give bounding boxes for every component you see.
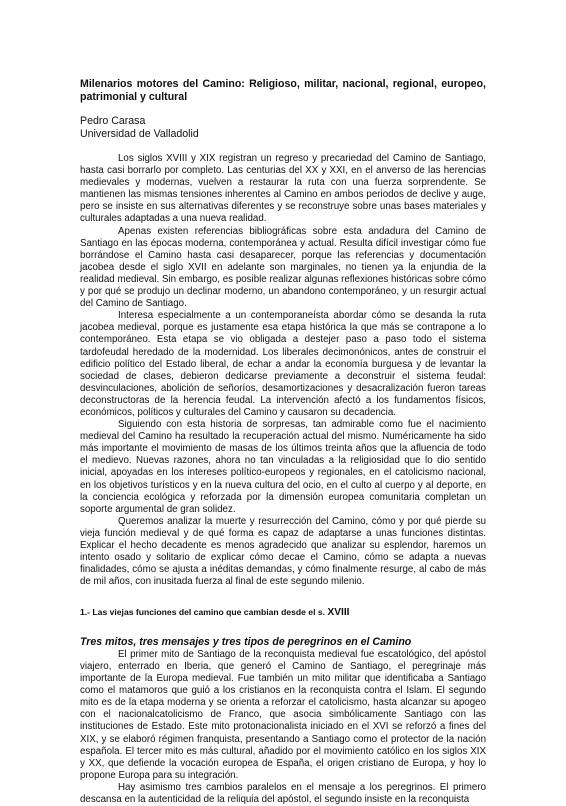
intro-paragraph-2: Apenas existen referencias bibliográficas sobre esta andadura del Camino de Santiago en las épocas moderna, contemporánea y actual. Resulta difícil investigar cómo fue borrándose el Camino hasta casi desaparecer, porque las referencias y documentación jacobea desde el siglo XVII en adelante son marginales, no tienen ya la enjundia de la realidad medieval. Sin embargo, es posible realizar algunas reflexiones históricas sobre cómo y por qué se produjo un declinar moderno, un abandono contemporáneo, y un resurgir actual del Camino de Santiago. — [80, 225, 486, 310]
subsection-heading: Tres mitos, tres mensajes y tres tipos de peregrinos en el Camino — [80, 636, 412, 649]
intro-paragraph-5: Queremos analizar la muerte y resurrección del Camino, cómo y por qué pierde su vieja función medieval y de qué forma es capaz de adaptarse a unas funciones distintas. Explicar el hecho decadente es menos agradecido que analizar su esplendor, haremos un intento osado y solitario de explicar cómo decae el Camino, cómo se adapta a nuevas finalidades, cómo se ajusta a inéditas demandas, y cómo finalmente resurge, al cabo de más de mil años, con inusitada fuerza al final de este segundo milenio. — [80, 515, 486, 588]
section-heading — [80, 606, 486, 619]
author-block — [80, 115, 486, 141]
section-heading-label: 1.- Las viejas funciones del camino que cambian desde el s. — [80, 607, 326, 618]
subsection-paragraph-2: Hay asimismo tres cambios paralelos en el mensaje a los peregrinos. El primero descansa en la autenticidad de la reliquia del apóstol, el segundo insiste en la reconquista — [80, 781, 486, 805]
section-heading-century: XVIII — [327, 607, 350, 619]
document-page — [80, 78, 486, 806]
author-affiliation: Universidad de Valladolid — [80, 128, 199, 140]
subsection-paragraph-1: El primer mito de Santiago de la reconquista medieval fue escatológico, del apóstol viajero, enterrado en Iberia, que generó el Camino de Santiago, el peregrinaje más importante de la Europa medieval. Fue también un mito militar que identificaba a Santiago como el matamoros que guió a los cristianos en la reconquista contra el Islam. El segundo mito es de la etapa moderna y se orienta a reforzar el catolicismo, hasta alcanzar su apogeo con el nacionalcatolicismo de Franco, que asocia simbólicamente Santiago con las instituciones de Estado. Este mito protonacionalista iniciado en el XVI se reforzó a fines del XIX, y se elaboró régimen franquista, presentando a Santiago como el protector de la nación española. El tercer mito es más cultural, añadido por el movimiento católico en los siglos XIX y XX, que defiende la vocación europea de España, el origen cristiano de Europa, y hoy lo propone Europa para su integración. — [80, 648, 486, 781]
intro-paragraph-3: Interesa especialmente a un contemporaneísta abordar cómo se desanda la ruta jacobea medieval, porque es justamente esa etapa histórica la que más se contrapone a lo contemporáneo. Esta etapa se vio obligada a destejer paso a paso todo el sistema tardofeudal heredado de la modernidad. Los liberales decimonónicos, antes de construir el edificio político del Estado liberal, de echar a andar la economía burguesa y de levantar la sociedad de clases, debieron dedicarse previamente a deconstruir el sistema feudal: desvinculaciones, abolición de señoríos, desamortizaciones y desacralización fueron tareas deconstructoras de la herencia feudal. La intervención afectó a los fundamentos físicos, económicos, políticos y culturales del Camino y causaron su decadencia. — [80, 310, 486, 418]
intro-section — [80, 153, 486, 588]
document-title: Milenarios motores del Camino: Religioso, militar, nacional, regional, europeo, patrimonial y cultural — [80, 78, 486, 103]
author-name: Pedro Carasa — [80, 115, 146, 127]
intro-paragraph-1: Los siglos XVIII y XIX registran un regreso y precariedad del Camino de Santiago, hasta casi borrarlo por completo. Las centurias del XX y XXI, en el anverso de las herencias medievales y modernas, vuelven a restaurar la ruta con una fuerza sorprendente. Se mantienen las mismas tensiones inherentes al Camino en ambos periodos de declive y auge, pero se insiste en sus alternativas diferentes y se reconstruye sobre unas bases materiales y culturales adaptadas a una nueva realidad. — [80, 153, 486, 225]
intro-paragraph-4: Siguiendo con esta historia de sorpresas, tan admirable como fue el nacimiento medieval del Camino ha resultado la recuperación actual del mismo. Numéricamente ha sido más importante el movimiento de masas de los últimos treinta años que la afluencia de todo el medievo. Nuevas razones, ahora no tan vinculadas a la religiosidad que lo dio sentido inicial, apoyadas en los intereses político-europeos y regionales, en el catolicismo nacional, en los objetivos turísticos y en la nueva cultura del ocio, en el culto al cuerpo y al deporte, en la conciencia ecológica y reforzada por la dimensión europea comunitaria completan un soporte argumental de gran solidez. — [80, 419, 486, 515]
